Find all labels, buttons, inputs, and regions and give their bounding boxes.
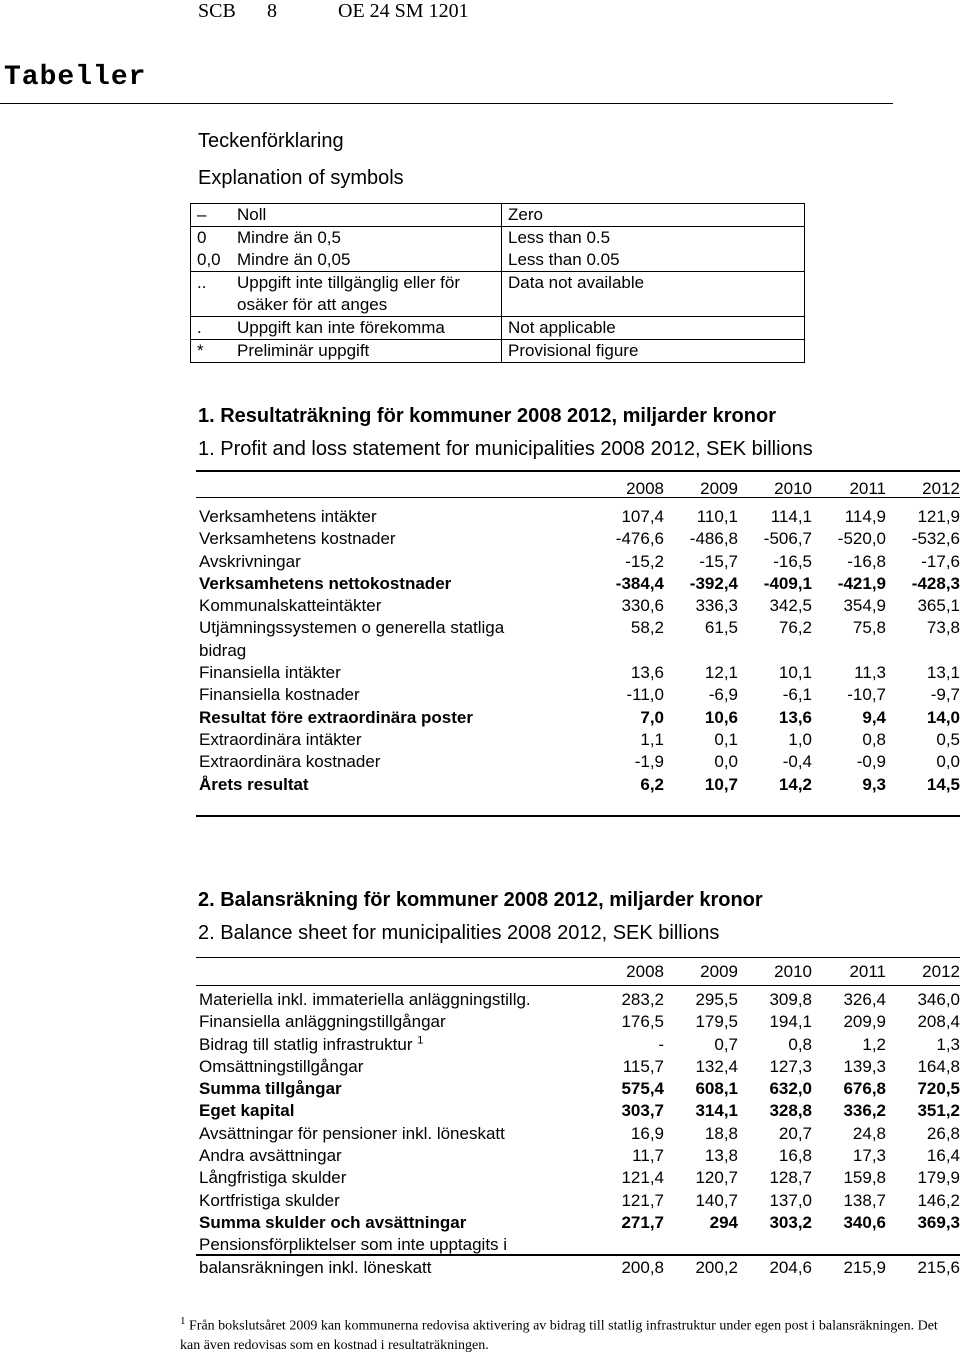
legend-description-sv: Noll <box>237 204 502 227</box>
value-cell: 7,0 <box>640 707 664 727</box>
legend-description-sv: Uppgift inte tillgänglig eller för osäker för att anges <box>237 272 502 317</box>
header-report-id: OE 24 SM 1201 <box>338 0 469 22</box>
value-cell: 328,8 <box>769 1101 812 1121</box>
value-cell: 9,4 <box>862 707 886 727</box>
value-cell: 13,6 <box>778 707 812 727</box>
row-label <box>196 1056 590 1078</box>
value-cell: 326,4 <box>843 990 886 1009</box>
value-cell: 14,5 <box>926 774 960 794</box>
table2-title-en: 2. Balance sheet for municipalities 2008 2012, SEK billions <box>198 922 720 944</box>
row-label <box>196 528 590 550</box>
row-label-text: Summa tillgångar <box>199 1079 342 1099</box>
value-cell: -11,0 <box>626 685 664 705</box>
value-cell: 10,6 <box>704 707 738 727</box>
value-cell: 16,8 <box>778 1146 812 1166</box>
row-label <box>196 506 590 528</box>
legend-description-sv: Mindre än 0,5 Mindre än 0,05 <box>237 227 502 272</box>
value-cell: 75,8 <box>852 618 886 638</box>
value-cell: 16,9 <box>630 1123 664 1143</box>
value-cell: -532,6 <box>911 529 960 549</box>
value-cell: -392,4 <box>689 573 738 593</box>
row-label-text: Årets resultat <box>199 774 309 794</box>
table-header-blank <box>196 955 590 989</box>
value-cell: 215,6 <box>917 1257 960 1277</box>
value-cell: 720,5 <box>917 1079 960 1099</box>
value-cell: 20,7 <box>778 1123 812 1143</box>
row-label <box>196 595 590 617</box>
section-divider <box>0 103 893 104</box>
value-cell: 303,2 <box>769 1212 812 1232</box>
value-cell: 0,8 <box>862 729 886 749</box>
value-cell: -6,9 <box>708 685 738 705</box>
table-row <box>196 1100 960 1122</box>
value-cell: 575,4 <box>621 1079 664 1099</box>
value-cell: 24,8 <box>852 1123 886 1143</box>
value-cell: 309,8 <box>769 990 812 1009</box>
row-label-text: Avsättningar för pensioner inkl. löneskatt <box>199 1123 505 1143</box>
header-page-number: 8 <box>267 0 277 22</box>
value-cell: 10,7 <box>704 774 738 794</box>
table2-title-sv: 2. Balansräkning för kommuner 2008 2012, miljarder kronor <box>198 889 763 911</box>
table1-bottom-rule <box>196 815 960 817</box>
footnote-marker: 1 <box>180 1315 186 1327</box>
legend-description-en: Zero <box>502 204 805 227</box>
table-row <box>196 506 960 528</box>
table-row <box>196 551 960 573</box>
value-cell: 0,7 <box>714 1034 738 1054</box>
legend-description-sv: Preliminär uppgift <box>237 340 502 363</box>
value-cell: -9,7 <box>930 685 960 705</box>
value-cell: 61,5 <box>704 618 738 638</box>
value-cell: 26,8 <box>926 1123 960 1143</box>
value-cell: 10,1 <box>778 663 812 683</box>
value-cell: 369,3 <box>917 1212 960 1232</box>
value-cell: 14,0 <box>926 707 960 727</box>
value-cell: 132,4 <box>695 1056 738 1076</box>
value-cell: -384,4 <box>615 573 664 593</box>
row-label <box>196 1078 590 1100</box>
table-row <box>196 1167 960 1189</box>
table-row <box>196 707 960 729</box>
year-header: 2012 <box>922 961 960 981</box>
row-label-text: Verksamhetens nettokostnader <box>199 573 452 593</box>
year-header: 2009 <box>700 961 738 981</box>
value-cell: 632,0 <box>769 1079 812 1099</box>
row-label-text: Kortfristiga skulder <box>199 1190 340 1210</box>
table-row <box>196 1212 960 1234</box>
value-cell: 179,5 <box>695 1012 738 1032</box>
symbols-legend-table <box>190 203 805 363</box>
value-cell: 110,1 <box>696 507 738 526</box>
value-cell: -6,1 <box>782 685 812 705</box>
value-cell: 314,1 <box>695 1101 738 1121</box>
value-cell: 127,3 <box>769 1056 812 1076</box>
row-label <box>196 1100 590 1122</box>
legend-row <box>191 340 805 363</box>
value-cell: 13,1 <box>926 663 960 683</box>
value-cell: 1,3 <box>936 1034 960 1054</box>
value-cell: 295,5 <box>695 990 738 1009</box>
value-cell: 128,7 <box>769 1168 812 1188</box>
legend-row <box>191 317 805 340</box>
row-label-text: Långfristiga skulder <box>199 1168 347 1188</box>
legend-symbol: * <box>191 340 238 363</box>
value-cell: 0,1 <box>714 729 738 749</box>
value-cell: 336,3 <box>695 596 738 616</box>
value-cell: 176,5 <box>621 1012 664 1032</box>
value-cell: -16,5 <box>773 551 812 571</box>
value-cell: 164,8 <box>917 1056 960 1076</box>
table-row <box>196 989 960 1011</box>
legend-description-en: Data not available <box>502 272 805 317</box>
table-row <box>196 528 960 550</box>
header-org: SCB <box>198 0 236 22</box>
value-cell: 11,7 <box>632 1146 664 1166</box>
row-label <box>196 1123 590 1145</box>
value-cell: -15,7 <box>699 551 738 571</box>
value-cell: 13,6 <box>630 663 664 683</box>
value-cell: 303,7 <box>621 1101 664 1121</box>
value-cell: 114,1 <box>770 507 812 526</box>
row-label-text: Materiella inkl. immateriella anläggningstillg. <box>199 990 531 1009</box>
legend-description-en: Not applicable <box>502 317 805 340</box>
value-cell: -409,1 <box>763 573 812 593</box>
row-label-text: Extraordinära kostnader <box>199 752 381 772</box>
value-cell: 200,8 <box>621 1257 664 1277</box>
legend-description-sv: Uppgift kan inte förekomma <box>237 317 502 340</box>
table-row <box>196 595 960 617</box>
row-label <box>196 751 590 773</box>
value-cell: 12,1 <box>704 663 738 683</box>
table-row <box>196 729 960 751</box>
table2-total-rule <box>196 1254 960 1256</box>
row-label-text: Resultat före extraordinära poster <box>199 707 473 727</box>
value-cell: 0,8 <box>788 1034 812 1054</box>
year-header: 2011 <box>849 478 886 498</box>
table1-title-sv: 1. Resultaträkning för kommuner 2008 2012, miljarder kronor <box>198 405 776 427</box>
row-label-text: Bidrag till statlig infrastruktur <box>199 1034 413 1054</box>
row-label <box>196 1145 590 1167</box>
value-cell: 121,9 <box>917 507 960 526</box>
value-cell: -15,2 <box>625 551 664 571</box>
year-header: 2010 <box>774 478 812 498</box>
value-cell: 16,4 <box>926 1146 960 1166</box>
row-label-text: Verksamhetens intäkter <box>199 507 377 526</box>
table-row <box>196 1034 960 1056</box>
legend-title-en: Explanation of symbols <box>198 167 404 189</box>
row-label-text: Utjämningssystemen o generella statliga bidrag <box>199 618 505 660</box>
value-cell: 346,0 <box>917 990 960 1009</box>
table-row <box>196 1078 960 1100</box>
row-label <box>196 707 590 729</box>
value-cell: 11,3 <box>854 663 886 683</box>
row-label <box>196 1190 590 1212</box>
legend-description-en: Less than 0.5 Less than 0.05 <box>502 227 805 272</box>
value-cell: 73,8 <box>926 618 960 638</box>
row-label <box>196 729 590 751</box>
value-cell: 283,2 <box>621 990 664 1009</box>
value-cell: 351,2 <box>917 1101 960 1121</box>
year-header: 2008 <box>626 961 664 981</box>
value-cell: 0,0 <box>714 752 738 772</box>
value-cell: 120,7 <box>695 1168 738 1188</box>
row-label-text: Andra avsättningar <box>199 1146 342 1166</box>
row-label <box>196 1234 590 1279</box>
table1-title-en: 1. Profit and loss statement for municipalities 2008 2012, SEK billions <box>198 438 813 460</box>
value-cell: 676,8 <box>843 1079 886 1099</box>
row-label-text: Finansiella anläggningstillgångar <box>199 1012 446 1032</box>
table-row <box>196 751 960 773</box>
running-header <box>170 0 469 92</box>
legend-symbol: 0 0,0 <box>191 227 238 272</box>
value-cell: -0,9 <box>856 752 886 772</box>
footnote <box>180 1312 940 1355</box>
value-cell: -1,9 <box>634 752 664 772</box>
row-label-text: Omsättningstillgångar <box>199 1056 364 1076</box>
row-label-text: Avskrivningar <box>199 551 301 571</box>
value-cell: -486,8 <box>689 529 738 549</box>
legend-row <box>191 204 805 227</box>
row-label <box>196 1212 590 1234</box>
value-cell: -16,8 <box>847 551 886 571</box>
value-cell: 200,2 <box>695 1257 738 1277</box>
legend-row <box>191 227 805 272</box>
profit-loss-table <box>196 472 960 796</box>
row-label <box>196 1167 590 1189</box>
value-cell: 6,2 <box>640 774 664 794</box>
value-cell: 1,2 <box>862 1034 886 1054</box>
legend-symbol: – <box>191 204 238 227</box>
legend-title-sv: Teckenförklaring <box>198 130 344 152</box>
row-label-text: Kommunalskatteintäkter <box>199 596 382 616</box>
value-cell: 107,4 <box>621 507 664 526</box>
row-label-text: Summa skulder och avsättningar <box>199 1212 467 1232</box>
table-row <box>196 1190 960 1212</box>
table-row <box>196 1011 960 1033</box>
footnote-ref: 1 <box>417 1033 424 1046</box>
value-cell: 58,2 <box>630 618 664 638</box>
value-cell: 18,8 <box>704 1123 738 1143</box>
value-cell: 204,6 <box>769 1257 812 1277</box>
row-label-text: Verksamhetens kostnader <box>199 529 396 549</box>
legend-symbol: .. <box>191 272 238 317</box>
row-label <box>196 774 590 796</box>
value-cell: 330,6 <box>621 596 664 616</box>
table-row <box>196 617 960 662</box>
value-cell: 17,3 <box>852 1146 886 1166</box>
value-cell: 294 <box>709 1212 738 1232</box>
row-label <box>196 551 590 573</box>
year-header: 2009 <box>700 478 738 498</box>
value-cell: 340,6 <box>843 1212 886 1232</box>
value-cell: 215,9 <box>843 1257 886 1277</box>
value-cell: 121,4 <box>621 1168 664 1188</box>
value-cell: 336,2 <box>843 1101 886 1121</box>
row-label <box>196 1034 590 1056</box>
table-row <box>196 774 960 796</box>
value-cell: 354,9 <box>843 596 886 616</box>
value-cell: -428,3 <box>911 573 960 593</box>
value-cell: 365,1 <box>917 596 960 616</box>
row-label <box>196 617 590 662</box>
value-cell: -476,6 <box>615 529 664 549</box>
value-cell: 194,1 <box>769 1012 812 1032</box>
value-cell: 159,8 <box>843 1168 886 1188</box>
value-cell: -17,6 <box>921 551 960 571</box>
value-cell: 9,3 <box>862 774 886 794</box>
value-cell: 0,0 <box>936 752 960 772</box>
value-cell: 138,7 <box>843 1190 886 1210</box>
year-header: 2008 <box>626 478 664 498</box>
year-header: 2012 <box>922 478 960 498</box>
value-cell: 146,2 <box>917 1190 960 1210</box>
table-row <box>196 684 960 706</box>
value-cell: 137,0 <box>769 1190 812 1210</box>
row-label <box>196 662 590 684</box>
row-label-text: Finansiella intäkter <box>199 663 341 683</box>
value-cell: 14,2 <box>778 774 812 794</box>
value-cell: 115,7 <box>622 1056 664 1076</box>
year-header: 2011 <box>849 961 886 981</box>
value-cell: 114,9 <box>844 507 886 526</box>
legend-symbol: . <box>191 317 238 340</box>
value-cell: -421,9 <box>837 573 886 593</box>
value-cell: 121,7 <box>621 1190 664 1210</box>
value-cell: -0,4 <box>782 752 812 772</box>
section-title: Tabeller <box>4 62 147 93</box>
value-cell: 139,3 <box>843 1056 886 1076</box>
row-label <box>196 573 590 595</box>
table-row <box>196 1145 960 1167</box>
table-row <box>196 1056 960 1078</box>
value-cell: -506,7 <box>763 529 812 549</box>
value-cell: -10,7 <box>847 685 886 705</box>
footnote-text: Från bokslutsåret 2009 kan kommunerna redovisa aktivering av bidrag till statlig infrastruktur under egen post i balansräkningen. Det kan även redovisas som en kostnad i resultaträkningen. <box>180 1318 938 1353</box>
value-cell: 342,5 <box>769 596 812 616</box>
value-cell: 140,7 <box>695 1190 738 1210</box>
row-label-text: Extraordinära intäkter <box>199 729 362 749</box>
value-cell: 209,9 <box>843 1012 886 1032</box>
value-cell: - <box>658 1034 664 1054</box>
row-label <box>196 684 590 706</box>
value-cell: 608,1 <box>695 1079 738 1099</box>
value-cell: 179,9 <box>917 1168 960 1188</box>
row-label <box>196 1011 590 1033</box>
table-header-blank <box>196 472 590 506</box>
table-row <box>196 1123 960 1145</box>
table-row <box>196 1234 960 1279</box>
table-row <box>196 662 960 684</box>
balance-sheet-table <box>196 955 960 1279</box>
value-cell: -520,0 <box>837 529 886 549</box>
value-cell: 208,4 <box>917 1012 960 1032</box>
value-cell: 271,7 <box>621 1212 664 1232</box>
value-cell: 0,5 <box>936 729 960 749</box>
value-cell: 13,8 <box>704 1146 738 1166</box>
table-row <box>196 573 960 595</box>
row-label <box>196 989 590 1011</box>
value-cell: 76,2 <box>778 618 812 638</box>
row-label-text: Eget kapital <box>199 1101 295 1121</box>
legend-row <box>191 272 805 317</box>
row-label-text: Finansiella kostnader <box>199 685 360 705</box>
value-cell: 1,1 <box>640 729 664 749</box>
row-label-text: Pensionsförpliktelser som inte upptagits i balansräkningen inkl. löneskatt <box>199 1235 508 1277</box>
year-header: 2010 <box>774 961 812 981</box>
value-cell: 1,0 <box>788 729 812 749</box>
legend-description-en: Provisional figure <box>502 340 805 363</box>
